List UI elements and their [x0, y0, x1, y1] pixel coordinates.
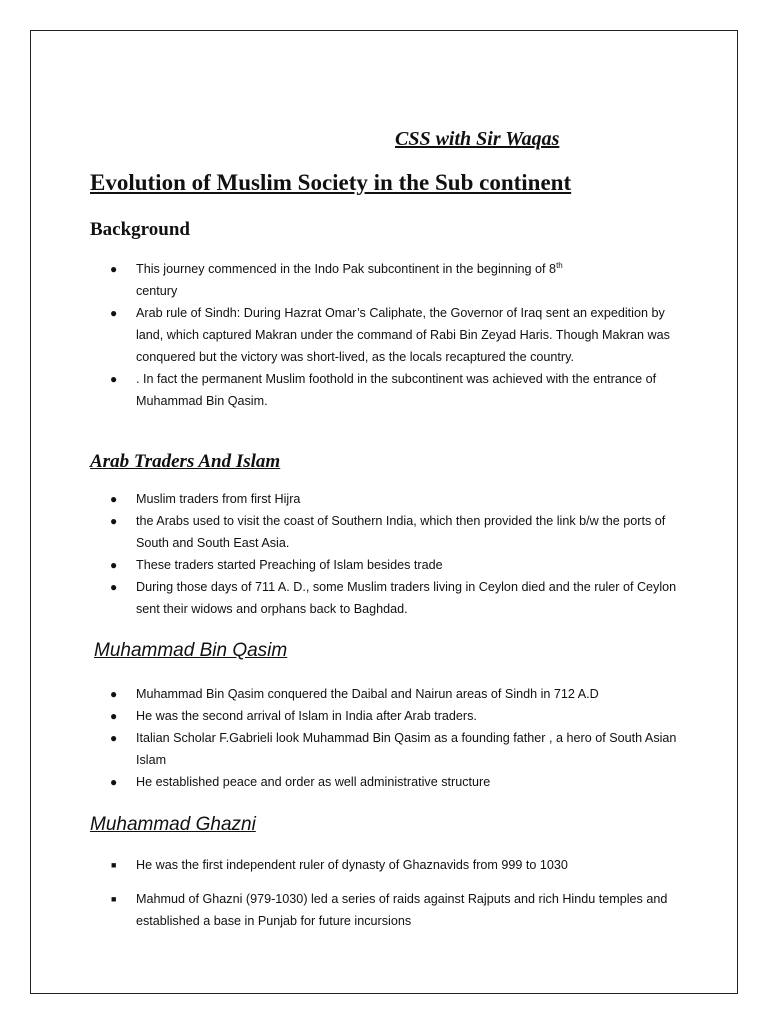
bullet-icon: ●: [110, 731, 118, 745]
bullet-icon: ●: [110, 687, 118, 701]
list-item: ● Arab rule of Sindh: During Hazrat Omar’s Caliphate, the Governor of Iraq sent an expedition by land, which captured Makran under the command of Rabi Bin Zeyad Haris. Though Makran was conquered but the victory was short-lived, as the locals recaptured the country.: [108, 302, 688, 368]
bullet-icon: ●: [110, 709, 118, 723]
square-bullet-icon: ■: [111, 894, 117, 904]
bullet-icon: ●: [110, 372, 118, 386]
arab-traders-heading: Arab Traders And Islam: [90, 451, 281, 472]
bullet-icon: ●: [110, 514, 118, 528]
document-title: Evolution of Muslim Society in the Sub continent: [90, 170, 572, 195]
background-list: [108, 258, 688, 412]
brand-heading: CSS with Sir Waqas: [395, 128, 560, 150]
bullet-icon: ●: [110, 558, 118, 572]
list-item: ● the Arabs used to visit the coast of Southern India, which then provided the link b/w the ports of South and South East Asia.: [108, 510, 688, 554]
list-item: ● . In fact the permanent Muslim foothold in the subcontinent was achieved with the entrance of Muhammad Bin Qasim.: [108, 368, 688, 412]
bullet-icon: ●: [110, 775, 118, 789]
arab-traders-list: [108, 488, 688, 620]
bin-qasim-heading: Muhammad Bin Qasim: [94, 640, 288, 661]
ghazni-list: [108, 854, 688, 932]
bullet-icon: ●: [110, 492, 118, 506]
list-item: ● Italian Scholar F.Gabrieli look Muhammad Bin Qasim as a founding father , a hero of South Asian Islam: [108, 727, 688, 771]
list-item: ■ He was the first independent ruler of dynasty of Ghaznavids from 999 to 1030: [108, 854, 688, 876]
bin-qasim-list: [108, 683, 688, 793]
list-item: ● Muslim traders from first Hijra: [108, 488, 688, 510]
bullet-icon: ●: [110, 580, 118, 594]
background-heading: Background: [90, 219, 190, 240]
list-item: ● Muhammad Bin Qasim conquered the Daibal and Nairun areas of Sindh in 712 A.D: [108, 683, 688, 705]
list-item: ● He was the second arrival of Islam in India after Arab traders.: [108, 705, 688, 727]
square-bullet-icon: ■: [111, 860, 117, 870]
list-item: ● These traders started Preaching of Islam besides trade: [108, 554, 688, 576]
bullet-icon: ●: [110, 262, 118, 276]
list-item: ● During those days of 711 A. D., some Muslim traders living in Ceylon died and the ruler of Ceylon sent their widows and orphans back to Baghdad.: [108, 576, 688, 620]
list-item: ● This journey commenced in the Indo Pak subcontinent in the beginning of 8th century: [108, 258, 688, 302]
bullet-icon: ●: [110, 306, 118, 320]
list-item: ● He established peace and order as well administrative structure: [108, 771, 688, 793]
ghazni-heading: Muhammad Ghazni: [90, 814, 256, 835]
list-item: ■ Mahmud of Ghazni (979-1030) led a series of raids against Rajputs and rich Hindu temples and established a base in Punjab for future incursions: [108, 888, 688, 932]
